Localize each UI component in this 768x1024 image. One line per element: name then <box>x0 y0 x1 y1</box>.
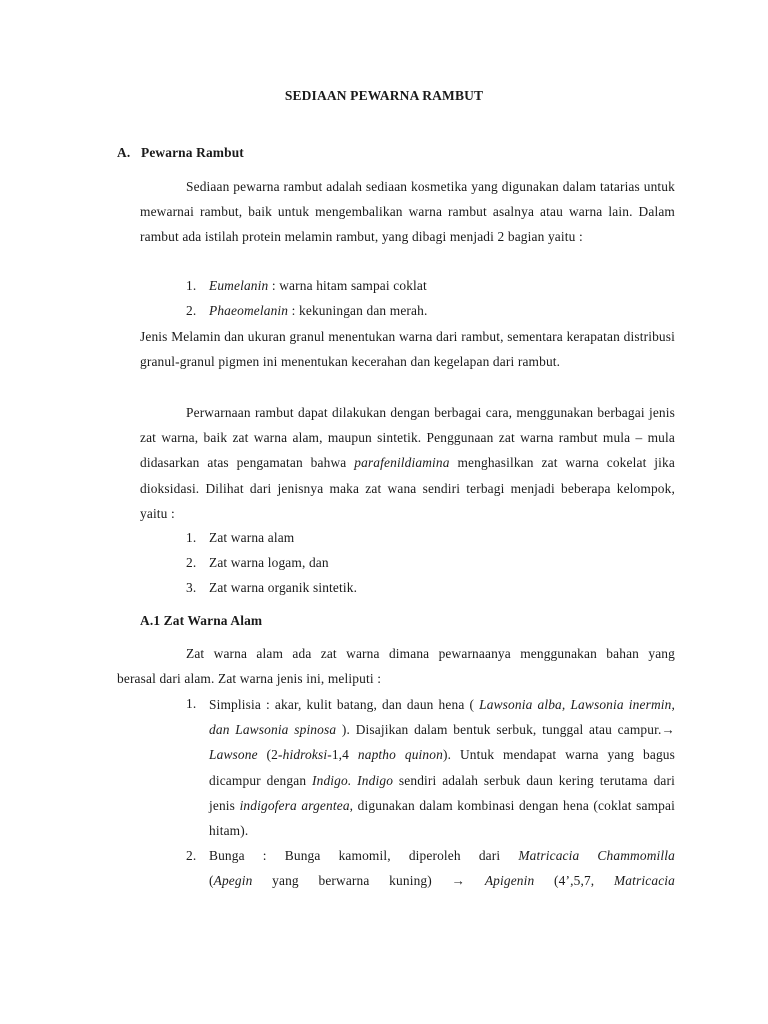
list-item: Zat warna organik sintetik. <box>209 580 358 595</box>
list-item-bunga-line-2: (Apegin yang berwarna kuning) → Apigenin (4’,5,7, Matricacia <box>209 873 675 888</box>
list-number: 2. <box>186 848 197 863</box>
section-a-heading: Pewarna Rambut <box>141 145 244 160</box>
list-number: 1. <box>186 278 197 293</box>
list-number: 1. <box>186 530 197 545</box>
document-title: SEDIAAN PEWARNA RAMBUT <box>284 88 484 103</box>
list-item-bunga-line-1: Bunga : Bunga kamomil, diperoleh dari Matricacia Chammomilla <box>209 848 675 863</box>
paragraph-2: Jenis Melamin dan ukuran granul menentukan warna dari rambut, sementara kerapatan distribusi granul-granul pigmen ini menentukan kecerahan dan kegelapan dari rambut. <box>140 329 675 370</box>
section-a1-heading: A.1 Zat Warna Alam <box>140 613 263 628</box>
list-item: Zat warna logam, dan <box>209 555 329 570</box>
paragraph-4-line-2: berasal dari alam. Zat warna jenis ini, meliputi : <box>117 671 382 686</box>
paragraph-4-line-1: Zat warna alam ada zat warna dimana pewarnaanya menggunakan bahan yang <box>186 646 675 661</box>
list-item: Zat warna alam <box>209 530 295 545</box>
list-item: Eumelanin : warna hitam sampai coklat <box>209 278 427 293</box>
list-number: 2. <box>186 555 197 570</box>
section-a-marker: A. <box>117 145 131 160</box>
list-number: 3. <box>186 580 197 595</box>
list-number: 1. <box>186 696 197 711</box>
list-item: Phaeomelanin : kekuningan dan merah. <box>209 303 428 318</box>
paragraph-3: Perwarnaan rambut dapat dilakukan dengan berbagai cara, menggunakan berbagai jenis zat warna, baik zat warna alam, maupun sintetik. Penggunaan zat warna rambut mula – mula didasarkan atas pengamatan bahwa parafenildiamina menghasilkan zat warna cokelat jika dioksidasi. Dilihat dari jenisnya maka zat wana sendiri terbagi menjadi beberapa kelompok, yaitu : <box>140 405 675 521</box>
paragraph-1: Sediaan pewarna rambut adalah sediaan kosmetika yang digunakan dalam tatarias untuk mewarnai rambut, baik untuk mengembalikan warna rambut asalnya atau warna lain. Dalam rambut ada istilah protein melamin rambut, yang dibagi menjadi 2 bagian yaitu : <box>140 179 675 245</box>
list-number: 2. <box>186 303 197 318</box>
list-item-simplisia: Simplisia : akar, kulit batang, dan daun hena ( Lawsonia alba, Lawsonia inermin, dan Lawsonia spinosa ). Disajikan dalam bentuk serbuk, tunggal atau campur.→ Lawsone (2-hidroksi-1,4 naptho quinon). Untuk mendapat warna yang bagus dicampur dengan Indigo. Indigo sendiri adalah serbuk daun kering terutama dari jenis indigofera argentea, digunakan dalam kombinasi dengan hena (coklat sampai hitam). <box>209 697 676 839</box>
